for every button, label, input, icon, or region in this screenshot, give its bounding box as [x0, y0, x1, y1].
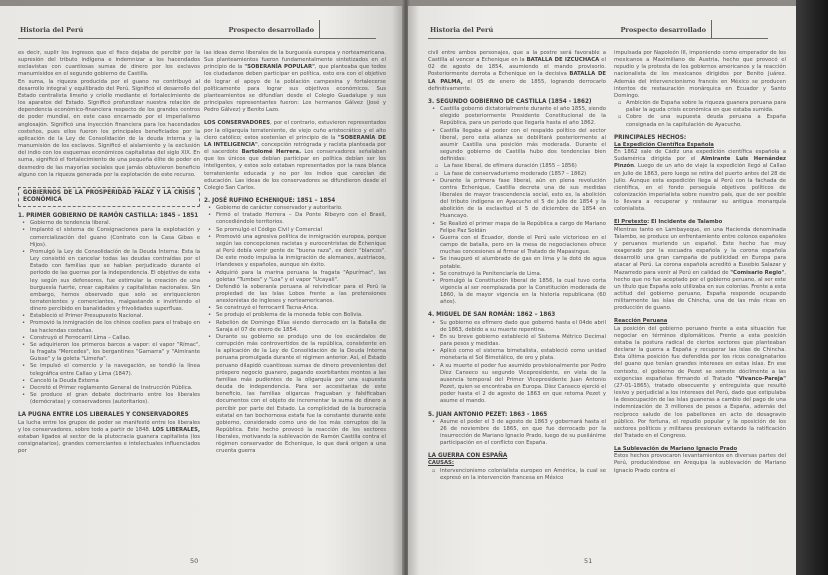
- page-50: [0, 6, 404, 575]
- list-item: • En su breve gobierno estableció el Sistema Métrico Decimal para pesos y medidas.: [440, 334, 606, 348]
- bullet-list: [614, 100, 786, 129]
- section-heading: 3. SEGUNDO GOBIERNO DE CASTILLA (1854 - 1862): [428, 98, 592, 105]
- list-item: • Se impulsó el comercio y la navegación, se tendió la línea telegráfica entre Callao y Lima (1847).: [30, 363, 200, 377]
- list-item: • Promulgó la Ley de Consolidación de la Deuda Interna: Esta la Ley consistió en cancelar todas las deudas contraídas por el Estado con familias que se habían perjudicado durante el período de las guerras por la independencia. El objetivo de esta ley según sus defensores, fue estimular la creación de una burguesía fuerte, crear capitales y capitalistas nacionales. Sin embargo, hemos observado que solo se enriquecieron terratenientes y comerciantes, malgastando e invirtiendo el dinero percibido en banalidades y frivolidades superfluas.: [30, 249, 200, 313]
- list-item: • Durante su gobierno se produjo uno de los escándalos de corrupción más controvertidos de la república, consistente en la aplicación de la Ley de Consolidación de la Deuda Interna peruana promulgada durante el régimen anterior. Así, el Estado peruano dilapidó cuantiosas sumas de dinero provenientes del próspero negocio guanero, pagando exorbitantes montos a las familias más pudientes de la oligarquía por una supuesta deuda de independencia. Para ser accesitarias de este beneficio, las familias oligarcas fraguaban y falsificaban documentos con el objeto de incrementar la suma de dinero a percibir por parte del Estado. La complicidad de la burocracia estatal en tan bochornosa estafa fue la constante durante este gobierno, considerado como uno de los más corruptos de la República. Este hecho provocó la reacción de los sectores liberales, motivando la sublevación de Ramón Castilla contra el régimen conservador de Echenique, lo que dará origen a una cruenta guerra: [216, 334, 386, 456]
- list-item: • Promulgó la Constitución liberal de 1856, la cual tuvo corta vigencia al ser reemplazada por la Constitución moderada de 1860, la de mayor vigencia en la historia republicana (60 años).: [440, 278, 606, 307]
- right-column-2: [614, 50, 786, 475]
- section-heading: LA GUERRA CON ESPAÑA: [428, 453, 508, 460]
- sub-list: [428, 163, 606, 177]
- list-item: • Adquirió para la marina peruana la fragata "Apurímac", las goletas "Tumbes" y "Loa" y el vapor "Ucayali".: [216, 270, 386, 284]
- running-header: [428, 20, 768, 39]
- list-item: • Construyó el Ferrocarril Lima – Callao.: [30, 335, 200, 342]
- running-header: [18, 20, 376, 39]
- list-item: • Se Realizó el primer mapa de la República a cargo de Mariano Felipe Paz Soldán: [440, 221, 606, 235]
- list-item: • Durante la primera fase liberal, aún en plena revolución contra Echenique, Castilla decreta una de sus medidas liberales de mayor trascendencia social, esto es, la abolición del tributo indígena en Ayacucho el 5 de julio de 1854 y la abolición de la esclavitud el 5 de diciembre de 1854 en Huancayo.: [440, 178, 606, 221]
- list-item: • Se construyó el ferrocarril Tacna-Arica.: [216, 305, 386, 312]
- list-item: • Guerra con el Ecuador, donde el Perú sale victorioso en el campo de batalla, pero en la mesa de negociaciones ofrece muchas concesiones al firmar el Tratado de Mapasingue.: [440, 235, 606, 256]
- list-item: • Promovió la inmigración de los chinos coolies para el trabajo en las haciendas costeñas.: [30, 320, 200, 334]
- left-column-2: [204, 50, 386, 456]
- section-heading: 1. PRIMER GOBIERNO DE RAMÓN CASTILLA: 1845 – 1851: [18, 213, 199, 220]
- header-section-title: Prospecto desarrollado: [228, 26, 314, 34]
- subheading: El Pretexto: El Incidente de Talambo: [614, 219, 723, 226]
- page-number: 51: [584, 557, 593, 565]
- list-item: • Defendió la soberanía peruana al reivindicar para el Perú la propiedad de las Islas Lobos frente a las pretensiones anexionistas de ingleses y norteamericanos.: [216, 284, 386, 305]
- list-item: ▫ Intervencionismo colonialista europeo en América, la cual se expresó en la intervención francesa en México: [440, 468, 606, 482]
- bullet-list: [18, 220, 200, 406]
- paragraph: las ideas demo liberales de la burguesía europea y norteamericana. Sus planteamientos fueron fundamentalmente sintetizados en el principio de la "SOBERANÍA POPULAR", que planteaba que todos los ciudadanos deben participar en política, esto era con el objetivo de lograr el apoyo de la población campesina y fortalecerse políticamente para lograr sus objetivos económicos. Sus planteamientos se difundían desde el Colegio Guadalupe y sus principales representantes fueron: Los hermanos Gálvez (José y Pedro Gálvez) y Benito Lazo.: [204, 50, 387, 114]
- paragraph: es decir, suplir los ingresos que el fisco dejaba de percibir por la supresión del tributo indígena e indemnizar a los hacendados esclavistas con cuantiosas sumas de dinero por los esclavos manumisidos en el segundo gobierno de Castilla.: [18, 50, 200, 78]
- section-heading: PRINCIPALES HECHOS:: [614, 134, 687, 141]
- list-item: • Canceló la Deuda Externa: [30, 378, 200, 385]
- section-heading: 5. JUAN ANTONIO PEZET: 1863 - 1865: [428, 411, 548, 418]
- list-item: • Se produjo el problema de la moneda feble con Bolivia.: [216, 312, 386, 319]
- bullet-list: [428, 468, 606, 482]
- list-item: • Decretó el Primer reglamento General de Instrucción Pública.: [30, 385, 200, 392]
- section-heading: LA PUGNA ENTRE LOS LIBERALES Y CONSERVADORES: [18, 412, 189, 419]
- paragraph: LOS CONSERVADORES, por el contrario, estuvieron representados por la oligarquía terrateniente, de viejo cuño aristocrático y el alto clero católico; estos sostenían el principio de la "SOBERANÍA DE LA INTELIGENCIA", concepción retrógrada y racista planteada por el sacerdote Bartolomé Herrera. Los conservadores señalaban que los únicos que debían participar en política debían ser los inteligentes, y estos solo estaban representados por la raza blanca terrateniente educada y no por los indios que carecían de educación. Las ideas de los conservadores se difundieron desde el Colegio San Carlos.: [204, 120, 387, 191]
- bullet-list: [428, 419, 606, 448]
- paragraph: impulsada por Napoleón III, imponiendo como emperador de los mexicanos a Maximiliano de Austria, hecho que provocó el repudio y la protesta de los gobiernos americanos y la reacción nacionalista de los mexicanos dirigidos por Benito Juárez. Además del intervencionismo francés en México se producen intentos de restauración monárquica en Ecuador y Santo Domingo.: [614, 50, 786, 99]
- paragraph: civil entre ambos personajes, que a la postre será favorable a Castilla al vencer a Echenique en la BATALLA DE IZCUCHACA el 02 de agosto de 1854, asumiendo el mando provisorio. Posteriormente derrota a Echenique en la decisiva BATALLA DE LA PALMA, el 05 de enero de 1855, logrando derrocarlo definitivamente.: [428, 50, 606, 92]
- header-book-title: Historia del Perú: [20, 26, 84, 34]
- list-item: • Asume el poder el 3 de agosto de 1863 y gobernará hasta el 26 de noviembre de 1865, en que fue derrocado por la insurrección de Mariano Ignacio Prado, luego de su pusilánime participación en el conflicto con España.: [440, 419, 606, 448]
- paragraph: La lucha entre los grupos de poder se manifestó entre los liberales y los conservadores, sobre todo a partir de 1848. LOS LIBERALES, estaban ligados al sector de la plutocracia guanera capitalista (los consignatarios), grandes comerciantes e intelectuales influenciados por: [18, 419, 200, 455]
- list-item: • A su muerte el poder fue asumido provisionalmente por Pedro Díez Canseco su segundo Vicepresidente, en vista de la ausencia temporal del Primer Vicepresidente Juan Antonio Pezet, quien se encontraba en Europa. Díez Canseco ejerció el poder hasta el 2 de agosto de 1863 en que retoma Pezet y asume el mando.: [440, 363, 606, 406]
- paragraph: Mientras tanto en Lambayeque, en una Hacienda denominada Talambo, se produce un enfrentamiento entre colonos españoles y peruanos muriendo un español. Este hecho fue muy exagerado por la escuadra española y la corona española desarrolló una gran campaña de publicidad en Europa para atacar al Perú. La corona española acreditó a Eusebio Salazar y Mazarredo para venir al Perú en calidad de "Comisario Regio", hecho que no fue aceptado por el gobierno peruano, al ser este un título que España solo utilizaba en sus colonias. Frente a esta actitud del gobierno peruano, España responde ocupando militarmente las islas de Chincha, una de las más ricas en producción de guano.: [614, 226, 787, 312]
- list-item: ▫ La fase liberal, de efímera duración (1855 – 1856): [444, 163, 606, 170]
- list-item: • Aplicó como el sistema bimetalista, estableció como unidad monetaria el Sol Bimetálico, de oro y plata.: [440, 348, 606, 362]
- bullet-list: [428, 320, 606, 406]
- header-section-title: Prospecto desarrollado: [620, 26, 706, 34]
- list-item: • Estableció el Primer Presupuesto Nacional.: [30, 313, 200, 320]
- list-item: • Rebelión de Domingo Elías siendo derrocado en la Batalla de Saraja el 07 de enero de 1854.: [216, 320, 386, 334]
- right-column-1: [428, 50, 606, 482]
- page-51: [408, 6, 796, 575]
- bullet-list: [204, 205, 386, 455]
- bullet-list: [428, 178, 606, 307]
- paragraph: En 1862 sale de Cádiz una expedición científica española a Sudamérica dirigida por el Almirante Luis Hernández Pinzón. Luego de un año de viaje la expedición llegó al Callao en Julio de 1863, pero luego se retira del puerto antes del 28 de Julio. Aunque esta expedición llega al Perú con la fachada de científica, en el fondo perseguía objetivos políticos de colonización imperialista sobre nuestro país, que de ser posible lo llevara a recuperar y restaurar su antigua monarquía colonialista.: [614, 149, 787, 213]
- list-item: ▫ La fase de conservadurismo moderado (1857 – 1862): [444, 171, 606, 178]
- header-divider: [319, 20, 320, 38]
- section-box-title: GOBIERNOS DE LA PROSPERIDAD FALAZ Y LA CRISIS ECONÓMICA: [18, 187, 200, 207]
- subheading: La Expedición Científica Española: [614, 141, 714, 148]
- paragraph: En suma, la riqueza producida por el guano no contribuyó al desarrollo integral y equilibrado del Perú. Significó el desarrollo del Estado centralista limeño y criollo mediante el fortalecimiento de los aparatos del Estado. Significó profundizar nuestra relación de dependencia económico-financiera respecto de los grandes centros de poder mundial, en este caso encarnado por el imperialismo anglosajón. Significó una inyección financiera para los hacendados costeños, pues ellos fueron los principales beneficiados por la aplicación de la Ley de Consolidación de la deuda interna y la manumisión de los esclavos. Significó el aislamiento y la exclusión del indio con los esquemas económicos capitalistas del siglo XIX. En suma, significó el fortalecimiento de una pequeña élite de poder en desmedro de las mayorías sociales que jamás obtuvieron beneficio alguno con la riqueza generada por la explotación de este recurso.: [18, 78, 200, 178]
- page-number: 50: [190, 557, 199, 565]
- paragraph: La posición del gobierno peruano frente a esta situación fue negociar en términos diplomáticos. Frente a esta posición estaba la postura radical de ciertos sectores que planteaban declarar la guerra a España y recuperar las islas de Chincha. Esta última posición fue defendida por los ricos consignatarios del guano que tenían grandes intereses en estas islas. En ese contexto, el gobierno de Pezet se somete dócilmente a las exigencias españolas firmando el Tratado "Vivanco-Pareja" (27-01-1865), tratado obsecuente y entreguista que resultó lesivo y perjudicial a los intereses del Perú, dado que estipulaba la desocupación de las Islas guaneras a cambio del pago de una indemnización de 3 millones de pesos a España, además del recíproco saludo de los pabellones en acto de desagravio público. Por fortuna, el repudio popular y la oposición de los sectores políticos y militares presionan evitando la ratificación del Tratado en el Congreso.: [614, 325, 786, 439]
- list-item: • Se inauguró el alumbrado de gas en lima y la dotó de agua potable.: [440, 256, 606, 270]
- header-book-title: Historia del Perú: [430, 26, 494, 34]
- list-item: • Firmó el tratado Herrera – Da Ponte Ribeyro con el Brasil, concediéndole territorios.: [216, 212, 386, 226]
- list-item: • Se produce el gran debate doctrinario entre los liberales (demócratas) y conservadores (autoritarios).: [30, 392, 200, 406]
- list-item: • Se promulgó el Código Civil y Comercial: [216, 227, 386, 234]
- subheading: Reacción Peruana: [614, 318, 668, 325]
- subheading: La Sublevación de Mariano Ignacio Prado: [614, 446, 738, 453]
- list-item: • Implantó el sistema de Consignaciones para la explotación y comercialización del guano (Contrato con la Casa Gibas e Hijos).: [30, 227, 200, 248]
- section-heading: 4. MIGUEL DE SAN ROMÁN: 1862 – 1863: [428, 312, 556, 319]
- header-divider: [711, 20, 712, 38]
- subheading: CAUSAS:: [428, 460, 454, 467]
- book-edge-shadow: [796, 0, 828, 575]
- left-column-1: [18, 50, 200, 455]
- list-item: • Gobierno de carácter conservador y autoritario.: [216, 205, 386, 212]
- list-item: • Gobierno de tendencia liberal.: [30, 220, 200, 227]
- list-item: • Su gobierno es efímero dado que gobernó hasta el 04de abril de 1863, debido a su muerte repentina.: [440, 320, 606, 334]
- paragraph: Estos hechos provocaron levantamientos en diversas partes del Perú, produciéndose en Arequipa la sublevación de Mariano Ignacio Prado contra el: [614, 453, 786, 474]
- section-heading: 2. JOSÉ RUFINO ECHENIQUE: 1851 – 1854: [204, 197, 336, 204]
- list-item: • Castilla llegaba al poder con el respaldo político del sector liberal, pero esta alianza se debilitará posteriormente al asumir Castilla una posición más moderada. Durante el segundo gobierno de Castilla hubo dos tendencias bien definidas:: [440, 128, 606, 164]
- list-item: • Castilla gobernó dictatorialmente durante el año 1855, siendo elegido posteriormente Presidente Constitucional de la República, para un periodo que llegaría hasta el año 1862.: [440, 106, 606, 127]
- list-item: ▫ Ambición de España sobre la riqueza guanera peruana para paliar la aguda crisis económica en que estaba sumida.: [626, 100, 786, 114]
- list-item: • Se construyó la Penitenciaría de Lima.: [440, 271, 606, 278]
- bullet-list: [428, 106, 606, 163]
- list-item: • Promovió una agresiva política de inmigración europea, porque según las concepciones racistas y eurocentristas de Echenique al Perú debía venir gente de "buena raza", es decir "blancos". De este modo impulsa la inmigración de alemanes, austriacos, irlandeses y españoles, aunque sin éxito.: [216, 234, 386, 270]
- list-item: ▫ Cobro de una supuesta deuda peruana a España consignada en la capitulación de Ayacucho.: [626, 114, 786, 128]
- list-item: • Se adquirieron los primeros barcos a vapor: el vapor "Rímac", la fragata "Mercedes", los bergantines "Gamarra" y "Almirante Guisse" y la goleta "Limeña".: [30, 342, 200, 363]
